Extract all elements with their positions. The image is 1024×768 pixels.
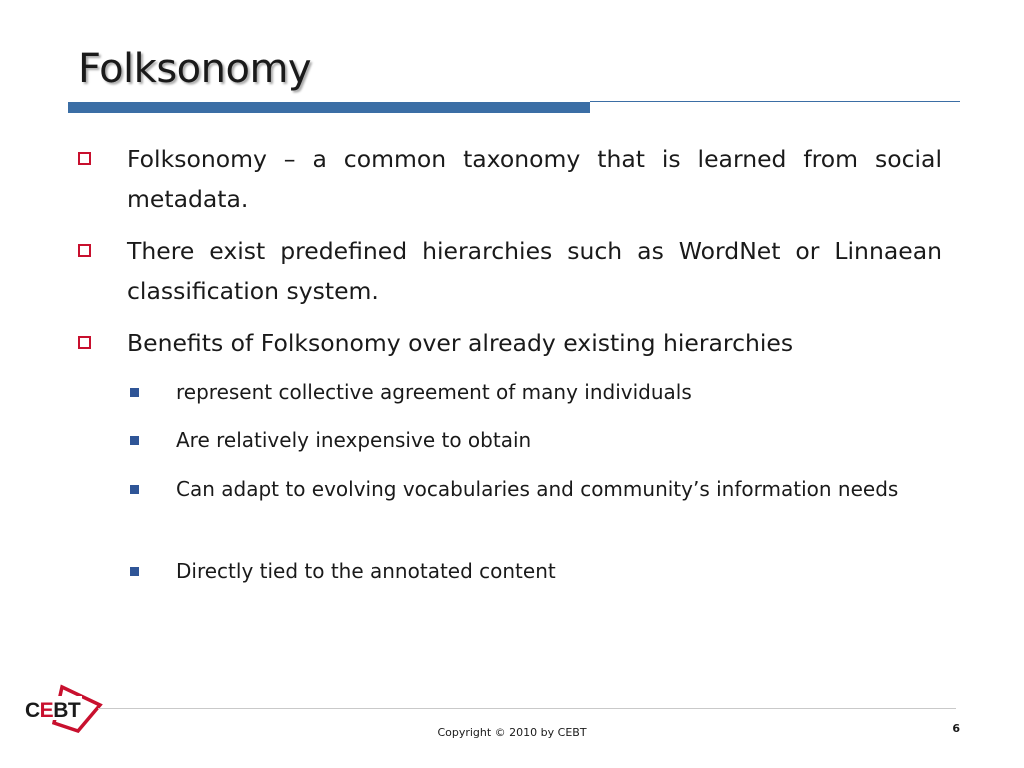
hollow-square-bullet-icon [78,244,91,257]
hollow-square-bullet-icon [78,336,91,349]
slide-title: Folksonomy [78,46,312,92]
page-number: 6 [952,722,960,735]
sub-bullet-text: Can adapt to evolving vocabularies and community’s information needs [176,477,899,501]
hollow-square-bullet-icon [78,152,91,165]
sub-bullet-text: represent collective agreement of many individuals [176,380,692,404]
footer-divider [98,708,956,709]
bullet-text: Folksonomy – a common taxonomy that is learned from social metadata. [127,145,942,213]
copyright-text: Copyright © 2010 by CEBT [437,726,587,739]
sub-bullet-text: Directly tied to the annotated content [176,559,556,583]
bullet-text: Benefits of Folksonomy over already existing hierarchies [127,329,794,357]
filled-square-bullet-icon [130,567,139,576]
sub-bullet-text: Are relatively inexpensive to obtain [176,428,532,452]
filled-square-bullet-icon [130,485,139,494]
filled-square-bullet-icon [130,436,139,445]
filled-square-bullet-icon [130,388,139,397]
title-underline-thin [590,101,960,102]
svg-text:CEBT: CEBT [25,699,81,722]
bullet-text: There exist predefined hierarchies such as WordNet or Linnaean classification system. [127,237,942,305]
title-underline-thick [68,102,590,113]
